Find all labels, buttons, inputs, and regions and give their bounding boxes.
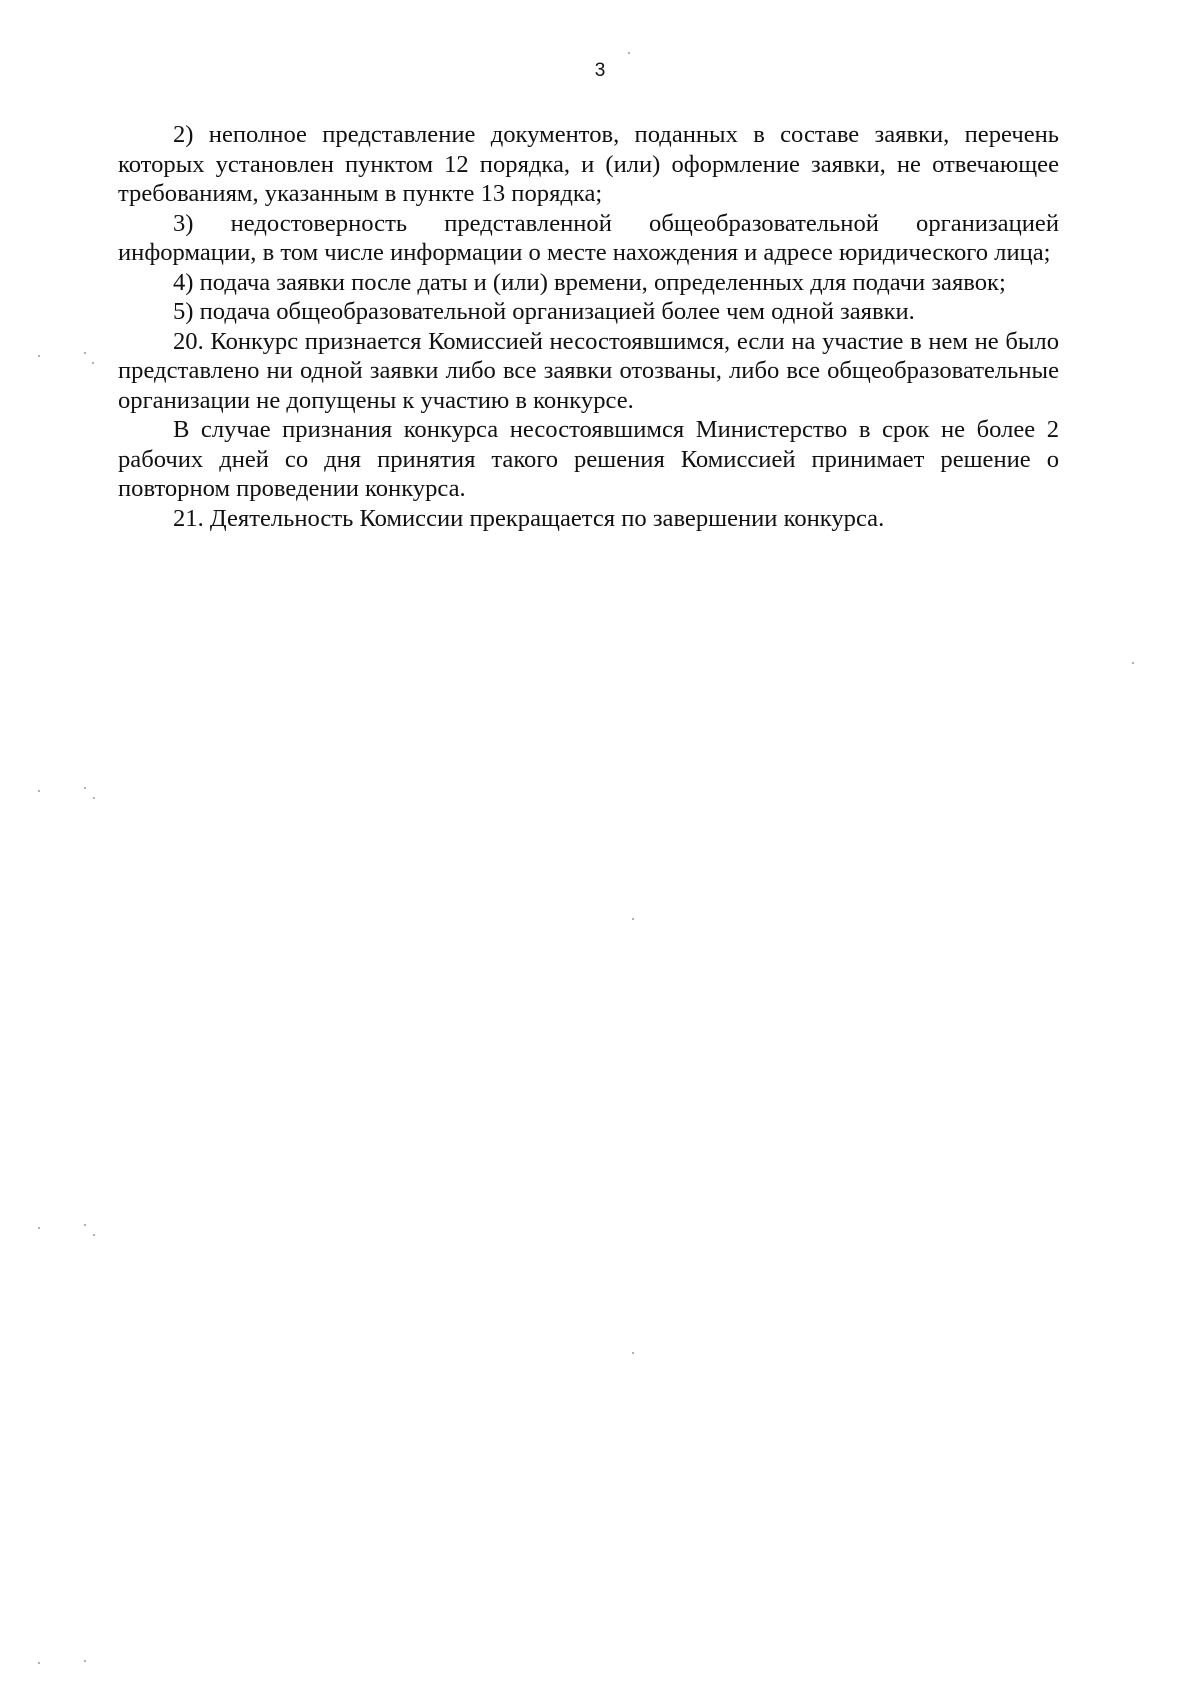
list-item-3: 3) недостоверность представленной общеобразовательной организацией информации, в том числе информации о месте нахождения и адресе юридического лица;	[118, 209, 1059, 266]
scan-speck	[84, 352, 86, 354]
scan-speck	[38, 1662, 40, 1664]
scan-speck	[38, 790, 40, 792]
clause-20-continuation: В случае признания конкурса несостоявшимся Министерство в срок не более 2 рабочих дней со дня принятия такого решения Комиссией принимает решение о повторном проведении конкурса.	[118, 416, 1059, 502]
scan-speck	[628, 52, 630, 54]
scan-speck	[84, 787, 86, 789]
scan-speck	[38, 1227, 40, 1229]
scan-speck	[84, 1660, 86, 1662]
scan-speck	[93, 797, 95, 799]
page-number: 3	[594, 60, 606, 81]
scan-speck	[632, 918, 634, 920]
list-item-5: 5) подача общеобразовательной организацией более чем одной заявки.	[173, 298, 915, 325]
list-item-2: 2) неполное представление документов, поданных в составе заявки, перечень которых установлен пунктом 12 порядка, и (или) оформление заявки, не отвечающее требованиям, указанным в пункте 13 порядка;	[118, 121, 1059, 207]
document-body	[118, 120, 1059, 533]
scan-speck	[632, 1352, 634, 1354]
scan-speck	[93, 1234, 95, 1236]
list-item-4: 4) подача заявки после даты и (или) времени, определенных для подачи заявок;	[173, 268, 1006, 296]
clause-20: 20. Конкурс признается Комиссией несостоявшимся, если на участие в нем не было представлено ни одной заявки либо все заявки отозваны, либо все общеобразовательные организации не допущены к участию в конкурсе.	[118, 327, 1059, 414]
scan-speck	[84, 1224, 86, 1226]
scan-speck	[92, 362, 94, 364]
clause-21: 21. Деятельность Комиссии прекращается по завершении конкурса.	[173, 504, 885, 532]
scan-speck	[1132, 662, 1134, 664]
scan-speck	[38, 355, 40, 357]
